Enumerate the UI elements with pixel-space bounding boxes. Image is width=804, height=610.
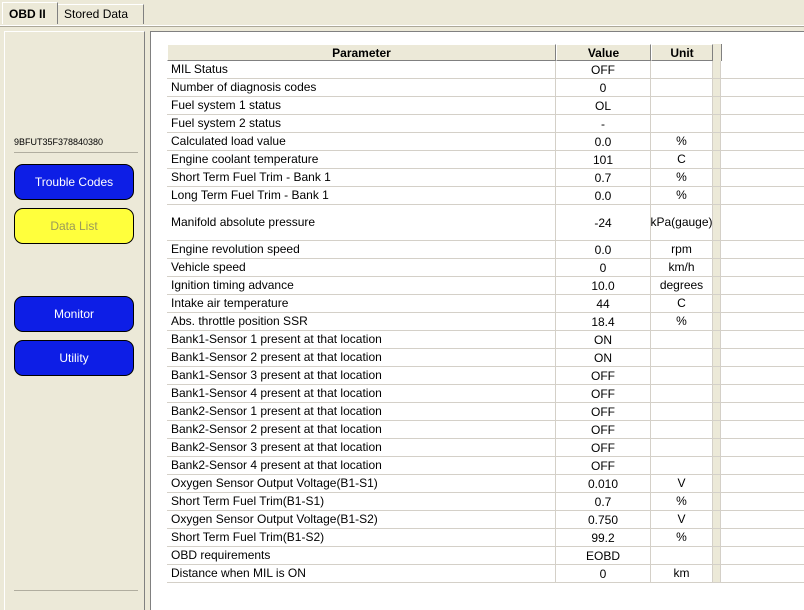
cell-value: 44 (556, 295, 651, 312)
monitor-button[interactable]: Monitor (14, 296, 134, 332)
cell-unit: km (651, 565, 713, 582)
cell-parameter: Bank1-Sensor 3 present at that location (167, 367, 556, 384)
cell-value: -24 (556, 205, 651, 240)
table-row[interactable] (167, 457, 804, 475)
cell-unit: km/h (651, 259, 713, 276)
cell-value: OFF (556, 367, 651, 384)
cell-value: 0.7 (556, 169, 651, 186)
row-gap (713, 151, 721, 168)
row-gap (713, 133, 721, 150)
row-extra (721, 529, 804, 546)
row-gap (713, 511, 721, 528)
cell-unit (651, 61, 713, 78)
row-extra (721, 511, 804, 528)
cell-unit: % (651, 133, 713, 150)
cell-parameter: Bank1-Sensor 2 present at that location (167, 349, 556, 366)
cell-value: - (556, 115, 651, 132)
row-extra (721, 403, 804, 420)
table-body (167, 61, 804, 583)
row-gap (713, 493, 721, 510)
cell-unit: % (651, 313, 713, 330)
cell-parameter: Ignition timing advance (167, 277, 556, 294)
row-extra (721, 493, 804, 510)
cell-parameter: Short Term Fuel Trim - Bank 1 (167, 169, 556, 186)
data-list-button[interactable]: Data List (14, 208, 134, 244)
cell-parameter: Number of diagnosis codes (167, 79, 556, 96)
cell-unit: % (651, 529, 713, 546)
row-extra (721, 97, 804, 114)
cell-parameter: Short Term Fuel Trim(B1-S2) (167, 529, 556, 546)
cell-unit: % (651, 187, 713, 204)
row-gap (713, 313, 721, 330)
row-extra (721, 385, 804, 402)
tab-divider-shadow (0, 26, 804, 27)
cell-value: 18.4 (556, 313, 651, 330)
table-row[interactable] (167, 349, 804, 367)
cell-value: 10.0 (556, 277, 651, 294)
cell-unit: degrees (651, 277, 713, 294)
row-extra (721, 79, 804, 96)
table-row[interactable] (167, 205, 804, 241)
cell-value: 0.010 (556, 475, 651, 492)
table-row[interactable] (167, 421, 804, 439)
row-gap (713, 295, 721, 312)
row-gap (713, 79, 721, 96)
cell-value: OFF (556, 439, 651, 456)
row-extra (721, 241, 804, 258)
cell-value: 0 (556, 565, 651, 582)
table-row[interactable] (167, 115, 804, 133)
header-extra (721, 44, 804, 61)
cell-parameter: Calculated load value (167, 133, 556, 150)
cell-unit: % (651, 169, 713, 186)
table-row[interactable] (167, 259, 804, 277)
cell-unit (651, 439, 713, 456)
cell-value: 101 (556, 151, 651, 168)
row-extra (721, 349, 804, 366)
sidebar-bottom-divider (14, 590, 138, 591)
cell-unit (651, 349, 713, 366)
cell-parameter: Short Term Fuel Trim(B1-S1) (167, 493, 556, 510)
cell-parameter: Oxygen Sensor Output Voltage(B1-S1) (167, 475, 556, 492)
cell-parameter: OBD requirements (167, 547, 556, 564)
cell-value: 0.0 (556, 241, 651, 258)
row-extra (721, 187, 804, 204)
cell-parameter: Fuel system 2 status (167, 115, 556, 132)
cell-unit (651, 385, 713, 402)
row-extra (721, 169, 804, 186)
table-row[interactable] (167, 97, 804, 115)
row-gap (713, 169, 721, 186)
row-gap (713, 403, 721, 420)
row-gap (713, 385, 721, 402)
row-extra (721, 547, 804, 564)
table-row[interactable] (167, 79, 804, 97)
cell-parameter: Distance when MIL is ON (167, 565, 556, 582)
row-extra (721, 313, 804, 330)
cell-unit (651, 457, 713, 474)
row-extra (721, 133, 804, 150)
cell-unit (651, 421, 713, 438)
table-row[interactable] (167, 61, 804, 79)
table-header (167, 44, 804, 61)
sidebar-divider (14, 152, 138, 153)
row-extra (721, 61, 804, 78)
table-row[interactable] (167, 367, 804, 385)
table-row[interactable] (167, 403, 804, 421)
header-unit[interactable]: Unit (651, 44, 713, 61)
table-row[interactable] (167, 187, 804, 205)
cell-value: 0 (556, 79, 651, 96)
header-gap (713, 44, 721, 61)
row-gap (713, 97, 721, 114)
row-gap (713, 475, 721, 492)
row-gap (713, 259, 721, 276)
cell-value: OFF (556, 457, 651, 474)
cell-unit: C (651, 151, 713, 168)
cell-value: OFF (556, 385, 651, 402)
row-extra (721, 205, 804, 240)
header-value[interactable]: Value (556, 44, 651, 61)
cell-unit: % (651, 493, 713, 510)
row-extra (721, 115, 804, 132)
cell-value: EOBD (556, 547, 651, 564)
row-gap (713, 547, 721, 564)
sidebar (4, 31, 145, 610)
table-row[interactable] (167, 169, 804, 187)
tab-strip (0, 0, 804, 26)
cell-parameter: Long Term Fuel Trim - Bank 1 (167, 187, 556, 204)
table-row[interactable] (167, 475, 804, 493)
table-row[interactable] (167, 241, 804, 259)
row-extra (721, 331, 804, 348)
table-row[interactable] (167, 529, 804, 547)
cell-parameter: Intake air temperature (167, 295, 556, 312)
cell-value: 0.7 (556, 493, 651, 510)
table-row[interactable] (167, 547, 804, 565)
row-gap (713, 61, 721, 78)
cell-value: 0.0 (556, 187, 651, 204)
row-extra (721, 367, 804, 384)
cell-value: ON (556, 331, 651, 348)
row-extra (721, 457, 804, 474)
row-extra (721, 151, 804, 168)
row-gap (713, 241, 721, 258)
row-extra (721, 565, 804, 582)
cell-unit (651, 97, 713, 114)
cell-parameter: Bank2-Sensor 4 present at that location (167, 457, 556, 474)
cell-parameter: Bank1-Sensor 1 present at that location (167, 331, 556, 348)
table-row[interactable] (167, 277, 804, 295)
table-row[interactable] (167, 133, 804, 151)
cell-parameter: Bank2-Sensor 3 present at that location (167, 439, 556, 456)
cell-value: 0.750 (556, 511, 651, 528)
cell-unit: kPa(gauge) (651, 205, 713, 240)
data-list-table[interactable] (150, 31, 804, 610)
cell-parameter: Bank2-Sensor 2 present at that location (167, 421, 556, 438)
row-gap (713, 277, 721, 294)
cell-unit (651, 547, 713, 564)
row-extra (721, 259, 804, 276)
row-gap (713, 439, 721, 456)
cell-value: 0.0 (556, 133, 651, 150)
row-extra (721, 439, 804, 456)
row-gap (713, 421, 721, 438)
header-parameter[interactable]: Parameter (167, 44, 556, 61)
tab-stored-data[interactable]: Stored Data (58, 4, 144, 24)
row-gap (713, 349, 721, 366)
table-row[interactable] (167, 151, 804, 169)
row-gap (713, 565, 721, 582)
row-gap (713, 529, 721, 546)
cell-parameter: Bank2-Sensor 1 present at that location (167, 403, 556, 420)
cell-value: OFF (556, 421, 651, 438)
tab-obd2[interactable]: OBD II (2, 2, 58, 24)
row-extra (721, 277, 804, 294)
cell-unit (651, 331, 713, 348)
cell-unit (651, 367, 713, 384)
cell-parameter: Abs. throttle position SSR (167, 313, 556, 330)
cell-unit (651, 115, 713, 132)
cell-value: 0 (556, 259, 651, 276)
table-row[interactable] (167, 511, 804, 529)
cell-unit: V (651, 511, 713, 528)
cell-unit (651, 403, 713, 420)
cell-parameter: MIL Status (167, 61, 556, 78)
row-gap (713, 205, 721, 240)
trouble-codes-button[interactable]: Trouble Codes (14, 164, 134, 200)
cell-parameter: Vehicle speed (167, 259, 556, 276)
cell-unit (651, 79, 713, 96)
cell-value: OFF (556, 403, 651, 420)
cell-unit: C (651, 295, 713, 312)
row-gap (713, 367, 721, 384)
row-gap (713, 187, 721, 204)
row-extra (721, 295, 804, 312)
cell-value: OL (556, 97, 651, 114)
vin-label: 9BFUT35F378840380 (14, 137, 104, 147)
cell-parameter: Engine revolution speed (167, 241, 556, 258)
table-row[interactable] (167, 313, 804, 331)
row-gap (713, 457, 721, 474)
cell-parameter: Bank1-Sensor 4 present at that location (167, 385, 556, 402)
cell-unit: V (651, 475, 713, 492)
cell-parameter: Engine coolant temperature (167, 151, 556, 168)
table-row[interactable] (167, 439, 804, 457)
cell-parameter: Oxygen Sensor Output Voltage(B1-S2) (167, 511, 556, 528)
row-extra (721, 475, 804, 492)
cell-value: ON (556, 349, 651, 366)
cell-parameter: Fuel system 1 status (167, 97, 556, 114)
cell-unit: rpm (651, 241, 713, 258)
row-gap (713, 115, 721, 132)
utility-button[interactable]: Utility (14, 340, 134, 376)
row-extra (721, 421, 804, 438)
table-row[interactable] (167, 493, 804, 511)
table-row[interactable] (167, 295, 804, 313)
cell-parameter: Manifold absolute pressure (167, 205, 556, 240)
table-row[interactable] (167, 331, 804, 349)
table-row[interactable] (167, 385, 804, 403)
table-row[interactable] (167, 565, 804, 583)
cell-value: 99.2 (556, 529, 651, 546)
cell-value: OFF (556, 61, 651, 78)
row-gap (713, 331, 721, 348)
